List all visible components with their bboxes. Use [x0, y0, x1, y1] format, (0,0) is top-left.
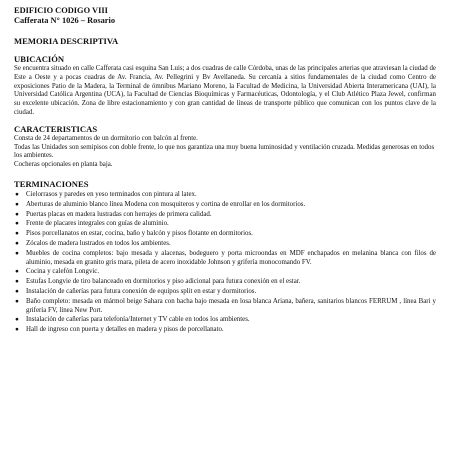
- building-address: Cafferata N° 1026 – Rosario: [14, 16, 116, 25]
- ubicacion-heading: UBICACIÓN: [14, 54, 65, 64]
- caracteristicas-body: [14, 135, 436, 170]
- list-item: [14, 230, 436, 239]
- list-item-text: Instalación de cañerías para telefonía/Internet y TV cable en todos los ambientes.: [26, 316, 250, 324]
- terminaciones-list: [14, 191, 436, 335]
- list-item: [14, 268, 436, 277]
- list-item-text: Estufas Longvie de tiro balanceado en dormitorios y piso adicional para futura conexión en el estar.: [26, 278, 301, 286]
- list-item-text: Zócalos de madera lustrados en todos los ambientes.: [26, 239, 171, 247]
- list-item: [14, 326, 436, 335]
- list-item-text: Aberturas de aluminio blanco línea Modena con mosquiteros y cortina de enrollar en los dormitorios.: [26, 200, 306, 208]
- list-item-text: Cielorrasos y paredes en yeso terminados con pintura al latex.: [26, 190, 197, 198]
- list-item-text: Hall de ingreso con puerta y detalles en madera y pisos de porcellanato.: [26, 326, 224, 334]
- memoria-title: MEMORIA DESCRIPTIVA: [14, 36, 119, 46]
- list-item-text: Muebles de cocina completos: bajo mesada y alacenas, bodeguero y porta microondas en MDF enchapados en melanina blanca con filos de aluminio, mesada en granito gris mara, pileta de acero inoxidable Johnson y grifería monocomando FV.: [26, 249, 436, 266]
- terminaciones-heading: TERMINACIONES: [14, 178, 89, 189]
- building-title: EDIFICIO CODIGO VIII: [14, 6, 108, 15]
- list-item-text: Cocina y calefón Longvic.: [26, 268, 100, 276]
- list-item-text: Instalación de cañerías para futura conexión de equipos split en estar y dormitorios.: [26, 287, 257, 295]
- list-item-text: Baño completo: mesada en mármol beige Sahara con bacha bajo mesada en losa blanca Ariana, bañera, sanitarios blancos FERRUM , línea Bari y grifería FV, línea New Port.: [26, 297, 436, 314]
- list-item-text: Puertas placas en madera lustradas con herrajes de primera calidad.: [26, 210, 212, 218]
- list-item: [14, 220, 436, 229]
- list-item-text: Frente de placares integrales con guías de aluminio.: [26, 220, 169, 228]
- ubicacion-paragraph: Se encuentra situado en calle Cafferata casi esquina San Luis; a dos cuadras de calle Córdoba, unas de las principales arterias que atraviesan la ciudad de Este a Oeste y a pocas cuadras de Av. Francia, Av. Pellegrini y Bv Avellaneda. Su cercanía a sitios fundamentales de la ciudad como Centro de exposiciones Patio de la Madera, la Terminal de ómnibus Mariano Moreno, la Facultad de Medicina, la Universidad Abierta Interamericana (UAI), la Universidad Católica Argentina (UCA), la Facultad de Ciencias Bioquímicas y Farmacéuticas, Odontología, y el Club Atlético Plaza Jewel, confirman su excelente ubicación. Zona de libre estacionamiento y con gran cantidad de líneas de transporte público que comunican con los puntos clave de la ciudad.: [14, 65, 436, 116]
- bullet-icon: ●: [15, 287, 19, 295]
- caracteristicas-line: Cocheras opcionales en planta baja.: [14, 161, 113, 169]
- list-item: [14, 201, 436, 210]
- bullet-icon: ●: [15, 220, 19, 228]
- list-item: [14, 250, 436, 268]
- list-item-text: Pisos porcellanatos en estar, cocina, baño y balcón y pisos flotante en dormitorios.: [26, 230, 253, 238]
- bullet-icon: ●: [15, 200, 19, 208]
- list-item: [14, 211, 436, 220]
- bullet-icon: ●: [15, 316, 19, 324]
- bullet-icon: ●: [15, 210, 19, 218]
- bullet-icon: ●: [15, 297, 19, 305]
- caracteristicas-line: Todas las Unidades son semipisos con doble frente, lo que nos garantiza una muy buena luminosidad y ventilación cruzada. Medidas generosas en todos los ambientes.: [14, 143, 435, 160]
- bullet-icon: ●: [15, 268, 19, 276]
- bullet-icon: ●: [15, 239, 19, 247]
- bullet-icon: ●: [15, 278, 19, 286]
- bullet-icon: ●: [15, 249, 19, 257]
- caracteristicas-heading: CARACTERISTICAS: [14, 123, 98, 134]
- list-item: [14, 316, 436, 325]
- bullet-icon: ●: [15, 190, 19, 198]
- list-item: [14, 240, 436, 249]
- list-item: [14, 298, 436, 316]
- bullet-icon: ●: [15, 230, 19, 238]
- caracteristicas-line: Consta de 24 departamentos de un dormitorio con balcón al frente.: [14, 134, 198, 142]
- list-item: [14, 288, 436, 297]
- bullet-icon: ●: [15, 326, 19, 334]
- list-item: [14, 278, 436, 287]
- list-item: [14, 191, 436, 200]
